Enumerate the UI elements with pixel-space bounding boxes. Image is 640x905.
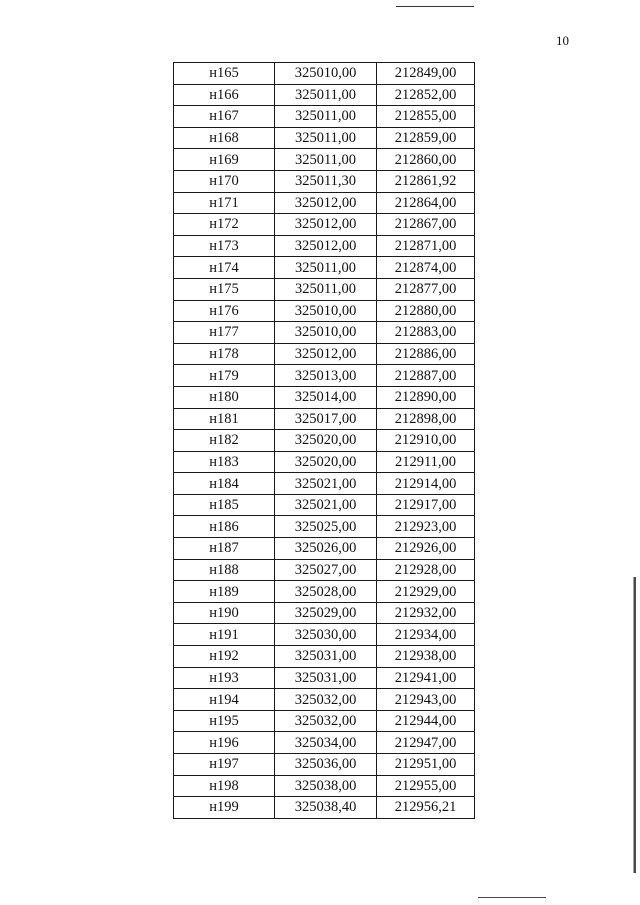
y-coordinate-cell: 212883,00 [377,322,475,344]
coordinates-table-body [174,63,475,819]
x-coordinate-cell: 325029,00 [275,602,377,624]
point-id-cell: н165 [174,63,275,85]
x-coordinate-cell: 325011,00 [275,278,377,300]
point-id-cell: н176 [174,300,275,322]
y-coordinate-cell: 212923,00 [377,516,475,538]
x-coordinate-cell: 325036,00 [275,754,377,776]
y-coordinate-cell: 212855,00 [377,106,475,128]
x-coordinate-cell: 325017,00 [275,408,377,430]
y-coordinate-cell: 212871,00 [377,235,475,257]
point-id-cell: н167 [174,106,275,128]
y-coordinate-cell: 212880,00 [377,300,475,322]
point-id-cell: н169 [174,149,275,171]
point-id-cell: н166 [174,84,275,106]
x-coordinate-cell: 325011,00 [275,84,377,106]
table-row [174,559,475,581]
x-coordinate-cell: 325031,00 [275,667,377,689]
table-row [174,365,475,387]
x-coordinate-cell: 325026,00 [275,538,377,560]
point-id-cell: н186 [174,516,275,538]
table-row [174,451,475,473]
table-row [174,322,475,344]
y-coordinate-cell: 212929,00 [377,581,475,603]
y-coordinate-cell: 212934,00 [377,624,475,646]
table-row [174,192,475,214]
point-id-cell: н185 [174,494,275,516]
table-row [174,516,475,538]
x-coordinate-cell: 325027,00 [275,559,377,581]
table-row [174,106,475,128]
y-coordinate-cell: 212943,00 [377,689,475,711]
x-coordinate-cell: 325010,00 [275,300,377,322]
y-coordinate-cell: 212867,00 [377,214,475,236]
table-row [174,235,475,257]
point-id-cell: н191 [174,624,275,646]
table-row [174,127,475,149]
table-row [174,300,475,322]
y-coordinate-cell: 212938,00 [377,646,475,668]
y-coordinate-cell: 212849,00 [377,63,475,85]
x-coordinate-cell: 325034,00 [275,732,377,754]
y-coordinate-cell: 212852,00 [377,84,475,106]
table-row [174,581,475,603]
y-coordinate-cell: 212926,00 [377,538,475,560]
table-row [174,278,475,300]
table-row [174,473,475,495]
y-coordinate-cell: 212864,00 [377,192,475,214]
y-coordinate-cell: 212956,21 [377,797,475,819]
y-coordinate-cell: 212859,00 [377,127,475,149]
y-coordinate-cell: 212887,00 [377,365,475,387]
coordinates-table [173,62,475,819]
table-row [174,214,475,236]
y-coordinate-cell: 212860,00 [377,149,475,171]
point-id-cell: н194 [174,689,275,711]
table-row [174,84,475,106]
table-row [174,775,475,797]
x-coordinate-cell: 325011,00 [275,149,377,171]
point-id-cell: н195 [174,710,275,732]
x-coordinate-cell: 325020,00 [275,430,377,452]
y-coordinate-cell: 212941,00 [377,667,475,689]
x-coordinate-cell: 325010,00 [275,322,377,344]
point-id-cell: н175 [174,278,275,300]
bottom-rule [478,897,546,898]
point-id-cell: н190 [174,602,275,624]
y-coordinate-cell: 212890,00 [377,386,475,408]
x-coordinate-cell: 325025,00 [275,516,377,538]
x-coordinate-cell: 325012,00 [275,192,377,214]
point-id-cell: н197 [174,754,275,776]
x-coordinate-cell: 325011,30 [275,170,377,192]
x-coordinate-cell: 325011,00 [275,127,377,149]
x-coordinate-cell: 325011,00 [275,257,377,279]
table-row [174,754,475,776]
table-row [174,689,475,711]
table-row [174,343,475,365]
table-row [174,732,475,754]
table-row [174,667,475,689]
point-id-cell: н180 [174,386,275,408]
scan-edge-mark [633,577,636,873]
table-row [174,624,475,646]
point-id-cell: н189 [174,581,275,603]
table-row [174,538,475,560]
point-id-cell: н178 [174,343,275,365]
y-coordinate-cell: 212917,00 [377,494,475,516]
y-coordinate-cell: 212911,00 [377,451,475,473]
table-row [174,797,475,819]
y-coordinate-cell: 212947,00 [377,732,475,754]
point-id-cell: н173 [174,235,275,257]
y-coordinate-cell: 212886,00 [377,343,475,365]
x-coordinate-cell: 325012,00 [275,343,377,365]
x-coordinate-cell: 325013,00 [275,365,377,387]
point-id-cell: н198 [174,775,275,797]
table-row [174,149,475,171]
y-coordinate-cell: 212955,00 [377,775,475,797]
x-coordinate-cell: 325021,00 [275,494,377,516]
point-id-cell: н192 [174,646,275,668]
x-coordinate-cell: 325014,00 [275,386,377,408]
point-id-cell: н170 [174,170,275,192]
table-row [174,257,475,279]
table-row [174,170,475,192]
top-rule [396,6,474,7]
table-row [174,430,475,452]
point-id-cell: н196 [174,732,275,754]
x-coordinate-cell: 325030,00 [275,624,377,646]
x-coordinate-cell: 325038,00 [275,775,377,797]
x-coordinate-cell: 325028,00 [275,581,377,603]
point-id-cell: н199 [174,797,275,819]
point-id-cell: н184 [174,473,275,495]
point-id-cell: н172 [174,214,275,236]
x-coordinate-cell: 325010,00 [275,63,377,85]
table-row [174,602,475,624]
table-row [174,408,475,430]
point-id-cell: н171 [174,192,275,214]
x-coordinate-cell: 325031,00 [275,646,377,668]
x-coordinate-cell: 325021,00 [275,473,377,495]
y-coordinate-cell: 212944,00 [377,710,475,732]
x-coordinate-cell: 325012,00 [275,235,377,257]
point-id-cell: н183 [174,451,275,473]
point-id-cell: н182 [174,430,275,452]
x-coordinate-cell: 325032,00 [275,689,377,711]
y-coordinate-cell: 212910,00 [377,430,475,452]
table-row [174,494,475,516]
y-coordinate-cell: 212914,00 [377,473,475,495]
x-coordinate-cell: 325032,00 [275,710,377,732]
table-row [174,646,475,668]
table-row [174,710,475,732]
point-id-cell: н168 [174,127,275,149]
y-coordinate-cell: 212877,00 [377,278,475,300]
y-coordinate-cell: 212932,00 [377,602,475,624]
point-id-cell: н181 [174,408,275,430]
point-id-cell: н179 [174,365,275,387]
x-coordinate-cell: 325012,00 [275,214,377,236]
table-row [174,386,475,408]
x-coordinate-cell: 325020,00 [275,451,377,473]
page-number: 10 [556,33,569,48]
point-id-cell: н193 [174,667,275,689]
point-id-cell: н188 [174,559,275,581]
point-id-cell: н177 [174,322,275,344]
point-id-cell: н187 [174,538,275,560]
y-coordinate-cell: 212874,00 [377,257,475,279]
y-coordinate-cell: 212861,92 [377,170,475,192]
x-coordinate-cell: 325011,00 [275,106,377,128]
table-row [174,63,475,85]
point-id-cell: н174 [174,257,275,279]
x-coordinate-cell: 325038,40 [275,797,377,819]
y-coordinate-cell: 212951,00 [377,754,475,776]
y-coordinate-cell: 212898,00 [377,408,475,430]
y-coordinate-cell: 212928,00 [377,559,475,581]
